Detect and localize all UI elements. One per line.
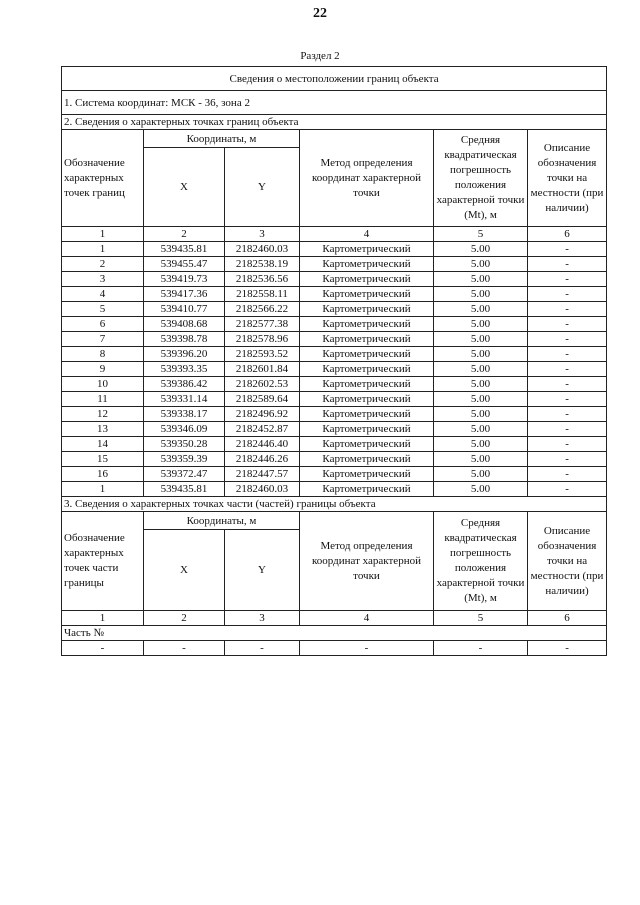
table-cell: - — [528, 272, 607, 287]
table-cell: 539435.81 — [144, 242, 225, 257]
column-number: 5 — [434, 227, 528, 242]
column-number: 1 — [62, 611, 144, 626]
table-cell: 9 — [62, 362, 144, 377]
table-cell: 5.00 — [434, 392, 528, 407]
table-cell: Картометрический — [300, 272, 434, 287]
table-cell: Картометрический — [300, 467, 434, 482]
table-row — [62, 302, 607, 317]
table-cell: 5.00 — [434, 482, 528, 497]
table-cell: Картометрический — [300, 422, 434, 437]
table-cell: - — [528, 242, 607, 257]
column-number: 2 — [144, 227, 225, 242]
table-cell: 539435.81 — [144, 482, 225, 497]
table-cell: 539398.78 — [144, 332, 225, 347]
table-cell: - — [528, 347, 607, 362]
table-cell: 2182452.87 — [225, 422, 300, 437]
table-cell: 539408.68 — [144, 317, 225, 332]
table-cell: 2182578.96 — [225, 332, 300, 347]
table-row — [62, 257, 607, 272]
table-cell: 5.00 — [434, 272, 528, 287]
table-cell: - — [528, 407, 607, 422]
table-cell: 5.00 — [434, 302, 528, 317]
table-cell: 2182558.11 — [225, 287, 300, 302]
table-cell: 539346.09 — [144, 422, 225, 437]
table-cell: 2 — [62, 257, 144, 272]
header-coordinates: Координаты, м — [144, 512, 300, 530]
column-number: 4 — [300, 611, 434, 626]
coordinate-system: 1. Система координат: МСК - 36, зона 2 — [62, 91, 607, 115]
table-cell: 5.00 — [434, 467, 528, 482]
table-cell: - — [528, 377, 607, 392]
table-row — [62, 317, 607, 332]
table-cell: Картометрический — [300, 332, 434, 347]
table-cell: 2182602.53 — [225, 377, 300, 392]
table-cell: - — [528, 452, 607, 467]
header-y: Y — [225, 148, 300, 227]
table-cell: 8 — [62, 347, 144, 362]
table-cell: - — [528, 332, 607, 347]
table-cell: Картометрический — [300, 362, 434, 377]
table-row — [62, 272, 607, 287]
header-description: Описание обозначения точки на местности (при наличии) — [528, 512, 607, 611]
table-row — [62, 467, 607, 482]
table-cell: 539419.73 — [144, 272, 225, 287]
table-cell: Картометрический — [300, 437, 434, 452]
table-cell: 5.00 — [434, 317, 528, 332]
table-cell: 2182460.03 — [225, 482, 300, 497]
table-cell: - — [528, 482, 607, 497]
header-description: Описание обозначения точки на местности (при наличии) — [528, 130, 607, 227]
header-error: Средняя квадратическая погрешность положения характерной точки (Mt), м — [434, 512, 528, 611]
table-cell: - — [528, 641, 607, 656]
table-cell: Картометрический — [300, 482, 434, 497]
table-cell: 7 — [62, 332, 144, 347]
table-cell: 5.00 — [434, 347, 528, 362]
column-number: 2 — [144, 611, 225, 626]
table-cell: 2182536.56 — [225, 272, 300, 287]
table-cell: 539372.47 — [144, 467, 225, 482]
table-row — [62, 392, 607, 407]
table-row — [62, 347, 607, 362]
header-y: Y — [225, 530, 300, 611]
table-row — [62, 242, 607, 257]
table-row — [62, 332, 607, 347]
table-cell: 539410.77 — [144, 302, 225, 317]
table-cell: 5 — [62, 302, 144, 317]
table-row — [62, 407, 607, 422]
table-cell: - — [528, 362, 607, 377]
table-cell: 539331.14 — [144, 392, 225, 407]
table-cell: 539338.17 — [144, 407, 225, 422]
table-cell: - — [528, 437, 607, 452]
column-number: 3 — [225, 611, 300, 626]
column-number: 1 — [62, 227, 144, 242]
boundary-table — [61, 66, 607, 656]
table-cell: 539386.42 — [144, 377, 225, 392]
table-cell: Картометрический — [300, 347, 434, 362]
table-cell: Картометрический — [300, 317, 434, 332]
table-cell: 5.00 — [434, 257, 528, 272]
table-cell: 4 — [62, 287, 144, 302]
table-cell: 16 — [62, 467, 144, 482]
column-numbers-row — [62, 227, 607, 242]
table-row — [62, 641, 607, 656]
table-cell: 1 — [62, 482, 144, 497]
table-cell: 15 — [62, 452, 144, 467]
header-error: Средняя квадратическая погрешность положения характерной точки (Mt), м — [434, 130, 528, 227]
header-coordinates: Координаты, м — [144, 130, 300, 148]
table-cell: 2182447.57 — [225, 467, 300, 482]
table-cell: 12 — [62, 407, 144, 422]
table-cell: 5.00 — [434, 452, 528, 467]
table-cell: Картометрический — [300, 287, 434, 302]
table-cell: - — [528, 287, 607, 302]
table-cell: 5.00 — [434, 407, 528, 422]
part-label: Часть № — [62, 626, 607, 641]
table-cell: - — [528, 422, 607, 437]
table-cell: 1 — [62, 242, 144, 257]
table-cell: 539455.47 — [144, 257, 225, 272]
table-cell: 5.00 — [434, 422, 528, 437]
column-number: 3 — [225, 227, 300, 242]
table-row — [62, 362, 607, 377]
column-numbers-row — [62, 611, 607, 626]
column-number: 4 — [300, 227, 434, 242]
section-title: Раздел 2 — [300, 50, 340, 62]
table-cell: - — [434, 641, 528, 656]
table-cell: 6 — [62, 317, 144, 332]
table-cell: - — [528, 317, 607, 332]
table-cell: 2182566.22 — [225, 302, 300, 317]
table-cell: Картометрический — [300, 377, 434, 392]
table-cell: Картометрический — [300, 242, 434, 257]
table-row — [62, 452, 607, 467]
table-cell: Картометрический — [300, 257, 434, 272]
column-number: 5 — [434, 611, 528, 626]
table-cell: 539417.36 — [144, 287, 225, 302]
table-cell: Картометрический — [300, 302, 434, 317]
table-cell: 13 — [62, 422, 144, 437]
table-row — [62, 437, 607, 452]
column-number: 6 — [528, 227, 607, 242]
header-designation: Обозначение характерных точек границ — [62, 130, 144, 227]
table-cell: - — [144, 641, 225, 656]
header-x: X — [144, 148, 225, 227]
table-cell: - — [528, 467, 607, 482]
table-cell: 5.00 — [434, 332, 528, 347]
table-cell: 3 — [62, 272, 144, 287]
table-cell: 2182496.92 — [225, 407, 300, 422]
table-cell: 539350.28 — [144, 437, 225, 452]
table-cell: 2182446.40 — [225, 437, 300, 452]
table-cell: 2182538.19 — [225, 257, 300, 272]
header-method: Метод определения координат характерной точки — [300, 130, 434, 227]
header-x: X — [144, 530, 225, 611]
page-number: 22 — [313, 6, 327, 21]
table-cell: Картометрический — [300, 407, 434, 422]
table-cell: 5.00 — [434, 287, 528, 302]
table-cell: 2182446.26 — [225, 452, 300, 467]
table-cell: 539396.20 — [144, 347, 225, 362]
table-cell: 14 — [62, 437, 144, 452]
table-cell: 2182601.84 — [225, 362, 300, 377]
table-row — [62, 377, 607, 392]
table-cell: - — [528, 302, 607, 317]
table-cell: 2182593.52 — [225, 347, 300, 362]
table-cell: 10 — [62, 377, 144, 392]
table-cell: Картометрический — [300, 392, 434, 407]
table-cell: 11 — [62, 392, 144, 407]
table-cell: 5.00 — [434, 362, 528, 377]
table-cell: 539393.35 — [144, 362, 225, 377]
table-cell: - — [528, 257, 607, 272]
section2-title: 2. Сведения о характерных точках границ объекта — [62, 115, 607, 130]
header-method: Метод определения координат характерной точки — [300, 512, 434, 611]
table-cell: 539359.39 — [144, 452, 225, 467]
table-cell: - — [300, 641, 434, 656]
section3-title: 3. Сведения о характерных точках части (частей) границы объекта — [62, 497, 607, 512]
table-cell: 5.00 — [434, 242, 528, 257]
table-row — [62, 482, 607, 497]
table-cell: - — [62, 641, 144, 656]
table-cell: Картометрический — [300, 452, 434, 467]
table-row — [62, 422, 607, 437]
table-cell: 2182577.38 — [225, 317, 300, 332]
table-cell: - — [528, 392, 607, 407]
table-cell: - — [225, 641, 300, 656]
header-designation: Обозначение характерных точек части границы — [62, 512, 144, 611]
column-number: 6 — [528, 611, 607, 626]
table-cell: 5.00 — [434, 437, 528, 452]
table-cell: 2182460.03 — [225, 242, 300, 257]
table-title: Сведения о местоположении границ объекта — [62, 67, 607, 91]
table-cell: 5.00 — [434, 377, 528, 392]
table-cell: 2182589.64 — [225, 392, 300, 407]
table-row — [62, 287, 607, 302]
